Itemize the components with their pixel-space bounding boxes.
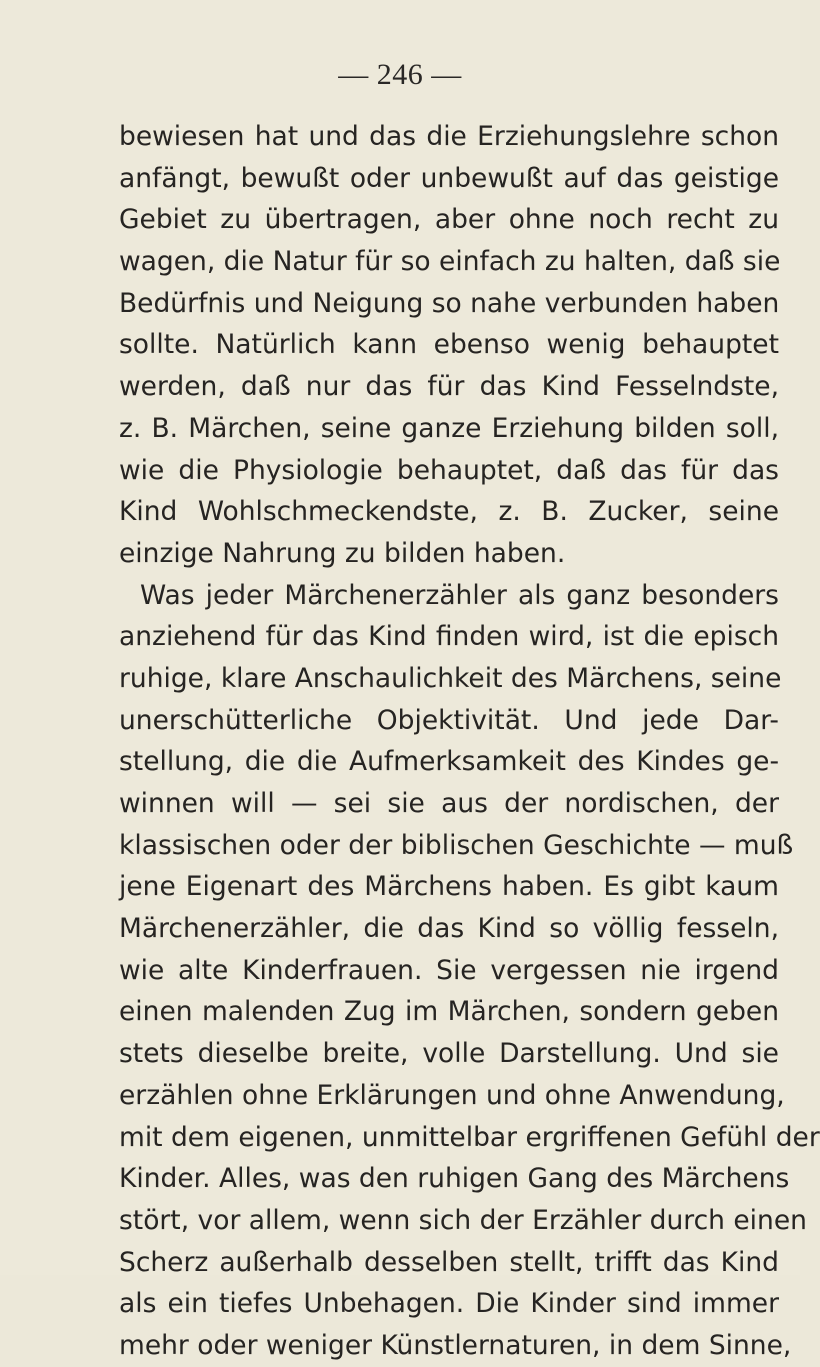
text-line: erzählen ohne Erklärungen und ohne Anwendung, [119, 1079, 785, 1111]
text-line: sollte. Natürlich kann ebenso wenig behauptet [119, 329, 779, 361]
text-line: als ein tiefes Unbehagen. Die Kinder sind immer [119, 1288, 779, 1320]
text-line: jene Eigenart des Märchens haben. Es gibt kaum [119, 871, 779, 903]
text-line: werden, daß nur das für das Kind Fesselndste, [119, 371, 779, 403]
text-line: wie die Physiologie behauptet, daß das für das [119, 454, 779, 486]
text-line: stets dieselbe breite, volle Darstellung. Und sie [119, 1038, 779, 1070]
text-line: mehr oder weniger Künstlernaturen, in dem Sinne, [119, 1329, 792, 1361]
text-line: z. B. Märchen, seine ganze Erziehung bilden soll, [119, 412, 779, 444]
text-line: einen malenden Zug im Märchen, sondern geben [119, 996, 779, 1028]
text-line: klassischen oder der biblischen Geschichte — muß [119, 829, 794, 861]
text-line: wie alte Kinderfrauen. Sie vergessen nie irgend [119, 954, 779, 986]
text-line: Gebiet zu übertragen, aber ohne noch recht zu [119, 204, 779, 236]
text-line: Bedürfnis und Neigung so nahe verbunden haben [119, 287, 780, 319]
text-line: Märchenerzähler, die das Kind so völlig fesseln, [119, 913, 779, 945]
text-line: anfängt, bewußt oder unbewußt auf das geistige [119, 162, 779, 194]
text-line: Scherz außerhalb desselben stellt, trifft das Kind [119, 1246, 779, 1278]
paragraph-start-line: Was jeder Märchenerzähler als ganz besonders [140, 579, 779, 611]
text-line: ruhige, klare Anschaulichkeit des Märchens, seine [119, 662, 782, 694]
text-line: unerschütterliche Objektivität. Und jede Dar- [119, 704, 779, 736]
text-line: bewiesen hat und das die Erziehungslehre schon [119, 121, 779, 152]
text-line: Kind Wohlschmeckendste, z. B. Zucker, seine [119, 496, 779, 528]
text-line: stört, vor allem, wenn sich der Erzähler durch einen [119, 1204, 807, 1236]
paragraph-end-line: einzige Nahrung zu bilden haben. [119, 537, 566, 569]
text-line: mit dem eigenen, unmittelbar ergriffenen Gefühl der [119, 1121, 820, 1153]
text-line: wagen, die Natur für so einfach zu halten, daß sie [119, 246, 781, 278]
text-line: Kinder. Alles, was den ruhigen Gang des Märchens [119, 1163, 790, 1195]
text-line: stellung, die die Aufmerksamkeit des Kindes ge- [119, 746, 779, 778]
body-text [119, 116, 820, 1367]
text-line: anziehend für das Kind finden wird, ist die episch [119, 621, 779, 653]
page-number: — 246 — [338, 58, 462, 91]
text-line: winnen will — sei sie aus der nordischen, der [119, 788, 779, 819]
